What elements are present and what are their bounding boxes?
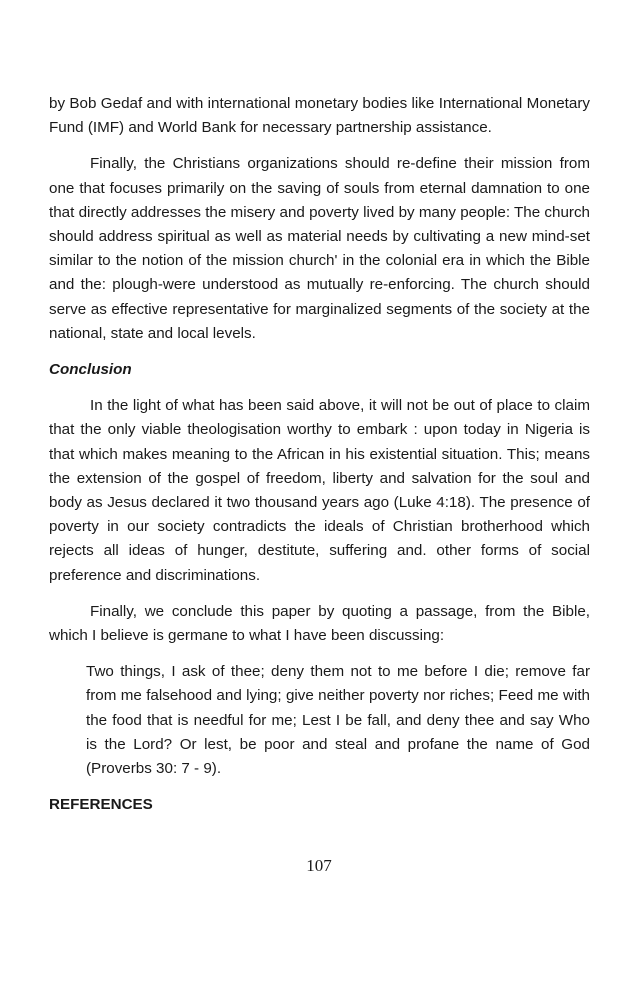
conclusion-heading: Conclusion [49,361,132,379]
paragraph-intro-continuation: by Bob Gedaf and with international monetary bodies like International Monetary Fund (IMF) and World Bank for necessary partnership assistance. [49,95,590,137]
paragraph-christian-mission: Finally, the Christians organizations should re-define their mission from one that focuses primarily on the saving of souls from eternal damnation to one that directly addresses the misery and poverty lived by many people: The church should address spiritual as well as material needs by cultivating a new mind-set similar to the notion of the mission church' in the colonial era in which the Bible and the: plough-were understood as mutually re-enforcing. The church should serve as effective representative for marginalized segments of the society at the national, state and local levels. [49,155,590,342]
references-heading: REFERENCES [49,796,153,814]
paragraph-conclusion: In the light of what has been said above, it will not be out of place to claim that the only viable theologisation worthy to embark : upon today in Nigeria is that which makes meaning to the African in his existential situation. This; means the extension of the gospel of freedom, liberty and salvation for the soul and body as Jesus declared it two thousand years ago (Luke 4:18). The presence of poverty in our society contradicts the ideals of Christian brotherhood which rejects all ideas of hunger, destitute, suffering and. other forms of social preference and discriminations. [49,397,590,584]
page-body [49,92,590,829]
bible-quote: Two things, I ask of thee; deny them not to me before I die; remove far from me falsehood and lying; give neither poverty nor riches; Feed me with the food that is needful for me; Lest I be fall, and deny thee and say Who is the Lord? Or lest, be poor and steal and profane the name of God (Proverbs 30: 7 - 9). [86,663,590,778]
page-number: 107 [306,856,332,875]
paragraph-final: Finally, we conclude this paper by quoting a passage, from the Bible, which I believe is germane to what I have been discussing: [49,602,590,645]
